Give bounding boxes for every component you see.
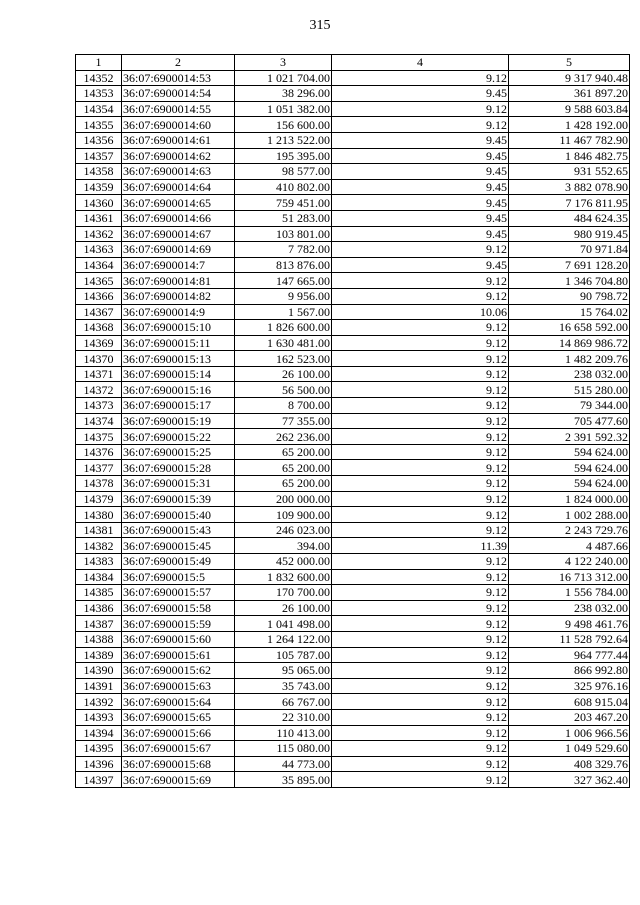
rate-cell: 9.12 bbox=[332, 585, 509, 601]
row-number-cell: 14362 bbox=[76, 226, 122, 242]
area-value-cell: 1 264 122.00 bbox=[235, 631, 332, 647]
cadastral-number-cell: 36:07:6900015:17 bbox=[122, 398, 235, 414]
row-number-cell: 14394 bbox=[76, 725, 122, 741]
rate-cell: 9.45 bbox=[332, 195, 509, 211]
cadastral-number-cell: 36:07:6900015:11 bbox=[122, 335, 235, 351]
rate-cell: 11.39 bbox=[332, 538, 509, 554]
rate-cell: 9.12 bbox=[332, 242, 509, 258]
amount-cell: 515 280.00 bbox=[509, 382, 630, 398]
rate-cell: 9.45 bbox=[332, 86, 509, 102]
area-value-cell: 65 200.00 bbox=[235, 476, 332, 492]
rate-cell: 9.12 bbox=[332, 647, 509, 663]
area-value-cell: 115 080.00 bbox=[235, 741, 332, 757]
column-header-1: 1 bbox=[76, 55, 122, 71]
table-row bbox=[76, 538, 630, 554]
amount-cell: 594 624.00 bbox=[509, 476, 630, 492]
table-row bbox=[76, 132, 630, 148]
table-row bbox=[76, 507, 630, 523]
cadastral-number-cell: 36:07:6900015:43 bbox=[122, 522, 235, 538]
area-value-cell: 410 802.00 bbox=[235, 179, 332, 195]
rate-cell: 9.45 bbox=[332, 148, 509, 164]
rate-cell: 9.45 bbox=[332, 210, 509, 226]
amount-cell: 1 002 288.00 bbox=[509, 507, 630, 523]
area-value-cell: 65 200.00 bbox=[235, 444, 332, 460]
area-value-cell: 1 826 600.00 bbox=[235, 320, 332, 336]
amount-cell: 608 915.04 bbox=[509, 694, 630, 710]
cadastral-number-cell: 36:07:6900014:81 bbox=[122, 273, 235, 289]
area-value-cell: 195 395.00 bbox=[235, 148, 332, 164]
area-value-cell: 110 413.00 bbox=[235, 725, 332, 741]
cadastral-number-cell: 36:07:6900014:63 bbox=[122, 164, 235, 180]
area-value-cell: 394.00 bbox=[235, 538, 332, 554]
rate-cell: 9.12 bbox=[332, 273, 509, 289]
area-value-cell: 44 773.00 bbox=[235, 756, 332, 772]
area-value-cell: 1 021 704.00 bbox=[235, 70, 332, 86]
rate-cell: 9.45 bbox=[332, 257, 509, 273]
rate-cell: 9.12 bbox=[332, 117, 509, 133]
column-header-4: 4 bbox=[332, 55, 509, 71]
area-value-cell: 262 236.00 bbox=[235, 429, 332, 445]
amount-cell: 594 624.00 bbox=[509, 460, 630, 476]
row-number-cell: 14376 bbox=[76, 444, 122, 460]
amount-cell: 3 882 078.90 bbox=[509, 179, 630, 195]
table-row bbox=[76, 647, 630, 663]
page-number: 315 bbox=[309, 18, 331, 33]
cadastral-number-cell: 36:07:6900015:61 bbox=[122, 647, 235, 663]
rate-cell: 9.12 bbox=[332, 491, 509, 507]
cadastral-number-cell: 36:07:6900015:31 bbox=[122, 476, 235, 492]
rate-cell: 9.12 bbox=[332, 444, 509, 460]
row-number-cell: 14372 bbox=[76, 382, 122, 398]
area-value-cell: 95 065.00 bbox=[235, 663, 332, 679]
table-row bbox=[76, 444, 630, 460]
table-row bbox=[76, 694, 630, 710]
area-value-cell: 1 630 481.00 bbox=[235, 335, 332, 351]
row-number-cell: 14397 bbox=[76, 772, 122, 788]
cadastral-number-cell: 36:07:6900015:57 bbox=[122, 585, 235, 601]
row-number-cell: 14363 bbox=[76, 242, 122, 258]
amount-cell: 931 552.65 bbox=[509, 164, 630, 180]
table-row bbox=[76, 585, 630, 601]
table-row bbox=[76, 226, 630, 242]
table-row bbox=[76, 631, 630, 647]
rate-cell: 9.12 bbox=[332, 694, 509, 710]
rate-cell: 9.12 bbox=[332, 70, 509, 86]
amount-cell: 7 691 128.20 bbox=[509, 257, 630, 273]
cadastral-number-cell: 36:07:6900015:59 bbox=[122, 616, 235, 632]
amount-cell: 980 919.45 bbox=[509, 226, 630, 242]
row-number-cell: 14374 bbox=[76, 413, 122, 429]
cadastral-number-cell: 36:07:6900015:19 bbox=[122, 413, 235, 429]
cadastral-number-cell: 36:07:6900014:55 bbox=[122, 101, 235, 117]
rate-cell: 9.12 bbox=[332, 507, 509, 523]
column-header-3: 3 bbox=[235, 55, 332, 71]
area-value-cell: 38 296.00 bbox=[235, 86, 332, 102]
data-table bbox=[75, 54, 630, 788]
cadastral-number-cell: 36:07:6900015:16 bbox=[122, 382, 235, 398]
table-row bbox=[76, 273, 630, 289]
amount-cell: 70 971.84 bbox=[509, 242, 630, 258]
rate-cell: 9.12 bbox=[332, 382, 509, 398]
amount-cell: 1 824 000.00 bbox=[509, 491, 630, 507]
amount-cell: 1 556 784.00 bbox=[509, 585, 630, 601]
rate-cell: 9.12 bbox=[332, 460, 509, 476]
cadastral-number-cell: 36:07:6900015:22 bbox=[122, 429, 235, 445]
table-row bbox=[76, 366, 630, 382]
area-value-cell: 8 700.00 bbox=[235, 398, 332, 414]
rate-cell: 9.12 bbox=[332, 772, 509, 788]
amount-cell: 238 032.00 bbox=[509, 600, 630, 616]
table-row bbox=[76, 709, 630, 725]
cadastral-number-cell: 36:07:6900015:39 bbox=[122, 491, 235, 507]
area-value-cell: 813 876.00 bbox=[235, 257, 332, 273]
table-row bbox=[76, 756, 630, 772]
table-row bbox=[76, 179, 630, 195]
cadastral-number-cell: 36:07:6900014:62 bbox=[122, 148, 235, 164]
rate-cell: 9.12 bbox=[332, 320, 509, 336]
table-row bbox=[76, 569, 630, 585]
table-row bbox=[76, 741, 630, 757]
cadastral-number-cell: 36:07:6900015:65 bbox=[122, 709, 235, 725]
amount-cell: 238 032.00 bbox=[509, 366, 630, 382]
amount-cell: 11 528 792.64 bbox=[509, 631, 630, 647]
area-value-cell: 156 600.00 bbox=[235, 117, 332, 133]
rate-cell: 9.12 bbox=[332, 678, 509, 694]
rate-cell: 9.12 bbox=[332, 741, 509, 757]
cadastral-number-cell: 36:07:6900015:58 bbox=[122, 600, 235, 616]
row-number-cell: 14377 bbox=[76, 460, 122, 476]
rate-cell: 9.12 bbox=[332, 616, 509, 632]
amount-cell: 9 317 940.48 bbox=[509, 70, 630, 86]
area-value-cell: 759 451.00 bbox=[235, 195, 332, 211]
amount-cell: 9 498 461.76 bbox=[509, 616, 630, 632]
cadastral-number-cell: 36:07:6900015:69 bbox=[122, 772, 235, 788]
amount-cell: 408 329.76 bbox=[509, 756, 630, 772]
table-row bbox=[76, 476, 630, 492]
cadastral-number-cell: 36:07:6900014:66 bbox=[122, 210, 235, 226]
cadastral-number-cell: 36:07:6900015:14 bbox=[122, 366, 235, 382]
table-row bbox=[76, 335, 630, 351]
amount-cell: 203 467.20 bbox=[509, 709, 630, 725]
amount-cell: 16 658 592.00 bbox=[509, 320, 630, 336]
row-number-cell: 14367 bbox=[76, 304, 122, 320]
table-row bbox=[76, 382, 630, 398]
rate-cell: 9.45 bbox=[332, 132, 509, 148]
row-number-cell: 14386 bbox=[76, 600, 122, 616]
row-number-cell: 14389 bbox=[76, 647, 122, 663]
amount-cell: 361 897.20 bbox=[509, 86, 630, 102]
table-row bbox=[76, 413, 630, 429]
cadastral-number-cell: 36:07:6900015:60 bbox=[122, 631, 235, 647]
row-number-cell: 14390 bbox=[76, 663, 122, 679]
amount-cell: 325 976.16 bbox=[509, 678, 630, 694]
rate-cell: 9.12 bbox=[332, 600, 509, 616]
row-number-cell: 14395 bbox=[76, 741, 122, 757]
rate-cell: 9.45 bbox=[332, 164, 509, 180]
amount-cell: 327 362.40 bbox=[509, 772, 630, 788]
table-row bbox=[76, 772, 630, 788]
rate-cell: 9.12 bbox=[332, 413, 509, 429]
row-number-cell: 14387 bbox=[76, 616, 122, 632]
row-number-cell: 14388 bbox=[76, 631, 122, 647]
table-row bbox=[76, 242, 630, 258]
area-value-cell: 98 577.00 bbox=[235, 164, 332, 180]
amount-cell: 4 487.66 bbox=[509, 538, 630, 554]
area-value-cell: 1 213 522.00 bbox=[235, 132, 332, 148]
cadastral-number-cell: 36:07:6900014:9 bbox=[122, 304, 235, 320]
amount-cell: 705 477.60 bbox=[509, 413, 630, 429]
amount-cell: 1 049 529.60 bbox=[509, 741, 630, 757]
table-row bbox=[76, 460, 630, 476]
amount-cell: 866 992.80 bbox=[509, 663, 630, 679]
table-row bbox=[76, 351, 630, 367]
area-value-cell: 22 310.00 bbox=[235, 709, 332, 725]
amount-cell: 9 588 603.84 bbox=[509, 101, 630, 117]
area-value-cell: 26 100.00 bbox=[235, 366, 332, 382]
area-value-cell: 56 500.00 bbox=[235, 382, 332, 398]
row-number-cell: 14383 bbox=[76, 554, 122, 570]
table-row bbox=[76, 398, 630, 414]
amount-cell: 594 624.00 bbox=[509, 444, 630, 460]
table-row bbox=[76, 678, 630, 694]
table-row bbox=[76, 616, 630, 632]
rate-cell: 9.45 bbox=[332, 179, 509, 195]
cadastral-number-cell: 36:07:6900014:82 bbox=[122, 288, 235, 304]
rate-cell: 9.12 bbox=[332, 663, 509, 679]
column-header-2: 2 bbox=[122, 55, 235, 71]
table-row bbox=[76, 101, 630, 117]
area-value-cell: 103 801.00 bbox=[235, 226, 332, 242]
row-number-cell: 14354 bbox=[76, 101, 122, 117]
amount-cell: 90 798.72 bbox=[509, 288, 630, 304]
row-number-cell: 14393 bbox=[76, 709, 122, 725]
area-value-cell: 246 023.00 bbox=[235, 522, 332, 538]
row-number-cell: 14375 bbox=[76, 429, 122, 445]
row-number-cell: 14373 bbox=[76, 398, 122, 414]
rate-cell: 9.12 bbox=[332, 429, 509, 445]
area-value-cell: 9 956.00 bbox=[235, 288, 332, 304]
amount-cell: 964 777.44 bbox=[509, 647, 630, 663]
cadastral-number-cell: 36:07:6900015:45 bbox=[122, 538, 235, 554]
rate-cell: 9.12 bbox=[332, 569, 509, 585]
amount-cell: 1 428 192.00 bbox=[509, 117, 630, 133]
row-number-cell: 14379 bbox=[76, 491, 122, 507]
cadastral-number-cell: 36:07:6900014:69 bbox=[122, 242, 235, 258]
area-value-cell: 147 665.00 bbox=[235, 273, 332, 289]
rate-cell: 9.12 bbox=[332, 631, 509, 647]
area-value-cell: 35 743.00 bbox=[235, 678, 332, 694]
row-number-cell: 14391 bbox=[76, 678, 122, 694]
area-value-cell: 66 767.00 bbox=[235, 694, 332, 710]
cadastral-number-cell: 36:07:6900014:53 bbox=[122, 70, 235, 86]
cadastral-number-cell: 36:07:6900014:60 bbox=[122, 117, 235, 133]
table-row bbox=[76, 491, 630, 507]
table-row bbox=[76, 195, 630, 211]
cadastral-number-cell: 36:07:6900015:13 bbox=[122, 351, 235, 367]
rate-cell: 9.12 bbox=[332, 398, 509, 414]
table-row bbox=[76, 117, 630, 133]
amount-cell: 1 346 704.80 bbox=[509, 273, 630, 289]
cadastral-number-cell: 36:07:6900015:63 bbox=[122, 678, 235, 694]
row-number-cell: 14392 bbox=[76, 694, 122, 710]
row-number-cell: 14378 bbox=[76, 476, 122, 492]
table-row bbox=[76, 210, 630, 226]
table-row bbox=[76, 86, 630, 102]
area-value-cell: 1 041 498.00 bbox=[235, 616, 332, 632]
rate-cell: 9.12 bbox=[332, 351, 509, 367]
row-number-cell: 14365 bbox=[76, 273, 122, 289]
area-value-cell: 105 787.00 bbox=[235, 647, 332, 663]
cadastral-number-cell: 36:07:6900014:67 bbox=[122, 226, 235, 242]
area-value-cell: 51 283.00 bbox=[235, 210, 332, 226]
rate-cell: 9.12 bbox=[332, 335, 509, 351]
amount-cell: 2 391 592.32 bbox=[509, 429, 630, 445]
amount-cell: 2 243 729.76 bbox=[509, 522, 630, 538]
area-value-cell: 200 000.00 bbox=[235, 491, 332, 507]
cadastral-number-cell: 36:07:6900015:67 bbox=[122, 741, 235, 757]
area-value-cell: 1 051 382.00 bbox=[235, 101, 332, 117]
row-number-cell: 14352 bbox=[76, 70, 122, 86]
amount-cell: 1 482 209.76 bbox=[509, 351, 630, 367]
table-row bbox=[76, 600, 630, 616]
cadastral-number-cell: 36:07:6900014:54 bbox=[122, 86, 235, 102]
row-number-cell: 14360 bbox=[76, 195, 122, 211]
row-number-cell: 14384 bbox=[76, 569, 122, 585]
rate-cell: 9.12 bbox=[332, 476, 509, 492]
rate-cell: 9.12 bbox=[332, 554, 509, 570]
rate-cell: 9.12 bbox=[332, 709, 509, 725]
amount-cell: 16 713 312.00 bbox=[509, 569, 630, 585]
cadastral-number-cell: 36:07:6900015:66 bbox=[122, 725, 235, 741]
cadastral-number-cell: 36:07:6900014:65 bbox=[122, 195, 235, 211]
table-row bbox=[76, 257, 630, 273]
rate-cell: 10.06 bbox=[332, 304, 509, 320]
row-number-cell: 14357 bbox=[76, 148, 122, 164]
area-value-cell: 1 832 600.00 bbox=[235, 569, 332, 585]
cadastral-number-cell: 36:07:6900015:25 bbox=[122, 444, 235, 460]
table-body bbox=[76, 70, 630, 787]
rate-cell: 9.12 bbox=[332, 101, 509, 117]
area-value-cell: 452 000.00 bbox=[235, 554, 332, 570]
amount-cell: 484 624.35 bbox=[509, 210, 630, 226]
area-value-cell: 77 355.00 bbox=[235, 413, 332, 429]
amount-cell: 11 467 782.90 bbox=[509, 132, 630, 148]
table-row bbox=[76, 70, 630, 86]
row-number-cell: 14359 bbox=[76, 179, 122, 195]
amount-cell: 15 764.02 bbox=[509, 304, 630, 320]
table-header-row bbox=[76, 55, 630, 71]
table-row bbox=[76, 148, 630, 164]
area-value-cell: 109 900.00 bbox=[235, 507, 332, 523]
cadastral-number-cell: 36:07:6900014:7 bbox=[122, 257, 235, 273]
area-value-cell: 162 523.00 bbox=[235, 351, 332, 367]
table-row bbox=[76, 522, 630, 538]
row-number-cell: 14370 bbox=[76, 351, 122, 367]
row-number-cell: 14353 bbox=[76, 86, 122, 102]
amount-cell: 79 344.00 bbox=[509, 398, 630, 414]
area-value-cell: 35 895.00 bbox=[235, 772, 332, 788]
cadastral-number-cell: 36:07:6900015:28 bbox=[122, 460, 235, 476]
table-row bbox=[76, 164, 630, 180]
row-number-cell: 14369 bbox=[76, 335, 122, 351]
amount-cell: 1 846 482.75 bbox=[509, 148, 630, 164]
rate-cell: 9.12 bbox=[332, 522, 509, 538]
area-value-cell: 7 782.00 bbox=[235, 242, 332, 258]
row-number-cell: 14380 bbox=[76, 507, 122, 523]
rate-cell: 9.12 bbox=[332, 288, 509, 304]
row-number-cell: 14364 bbox=[76, 257, 122, 273]
rate-cell: 9.12 bbox=[332, 366, 509, 382]
column-header-5: 5 bbox=[509, 55, 630, 71]
rate-cell: 9.45 bbox=[332, 226, 509, 242]
amount-cell: 4 122 240.00 bbox=[509, 554, 630, 570]
cadastral-number-cell: 36:07:6900015:40 bbox=[122, 507, 235, 523]
cadastral-number-cell: 36:07:6900015:68 bbox=[122, 756, 235, 772]
amount-cell: 1 006 966.56 bbox=[509, 725, 630, 741]
row-number-cell: 14382 bbox=[76, 538, 122, 554]
row-number-cell: 14381 bbox=[76, 522, 122, 538]
row-number-cell: 14355 bbox=[76, 117, 122, 133]
cadastral-number-cell: 36:07:6900015:49 bbox=[122, 554, 235, 570]
cadastral-number-cell: 36:07:6900014:61 bbox=[122, 132, 235, 148]
row-number-cell: 14358 bbox=[76, 164, 122, 180]
cadastral-number-cell: 36:07:6900014:64 bbox=[122, 179, 235, 195]
cadastral-number-cell: 36:07:6900015:5 bbox=[122, 569, 235, 585]
area-value-cell: 170 700.00 bbox=[235, 585, 332, 601]
table-row bbox=[76, 288, 630, 304]
table-row bbox=[76, 554, 630, 570]
row-number-cell: 14396 bbox=[76, 756, 122, 772]
table-row bbox=[76, 429, 630, 445]
row-number-cell: 14368 bbox=[76, 320, 122, 336]
rate-cell: 9.12 bbox=[332, 756, 509, 772]
row-number-cell: 14361 bbox=[76, 210, 122, 226]
row-number-cell: 14356 bbox=[76, 132, 122, 148]
row-number-cell: 14366 bbox=[76, 288, 122, 304]
cadastral-number-cell: 36:07:6900015:64 bbox=[122, 694, 235, 710]
rate-cell: 9.12 bbox=[332, 725, 509, 741]
table-row bbox=[76, 725, 630, 741]
cadastral-number-cell: 36:07:6900015:10 bbox=[122, 320, 235, 336]
area-value-cell: 65 200.00 bbox=[235, 460, 332, 476]
amount-cell: 7 176 811.95 bbox=[509, 195, 630, 211]
table-row bbox=[76, 663, 630, 679]
amount-cell: 14 869 986.72 bbox=[509, 335, 630, 351]
table-row bbox=[76, 320, 630, 336]
row-number-cell: 14385 bbox=[76, 585, 122, 601]
area-value-cell: 1 567.00 bbox=[235, 304, 332, 320]
row-number-cell: 14371 bbox=[76, 366, 122, 382]
table-row bbox=[76, 304, 630, 320]
cadastral-number-cell: 36:07:6900015:62 bbox=[122, 663, 235, 679]
area-value-cell: 26 100.00 bbox=[235, 600, 332, 616]
